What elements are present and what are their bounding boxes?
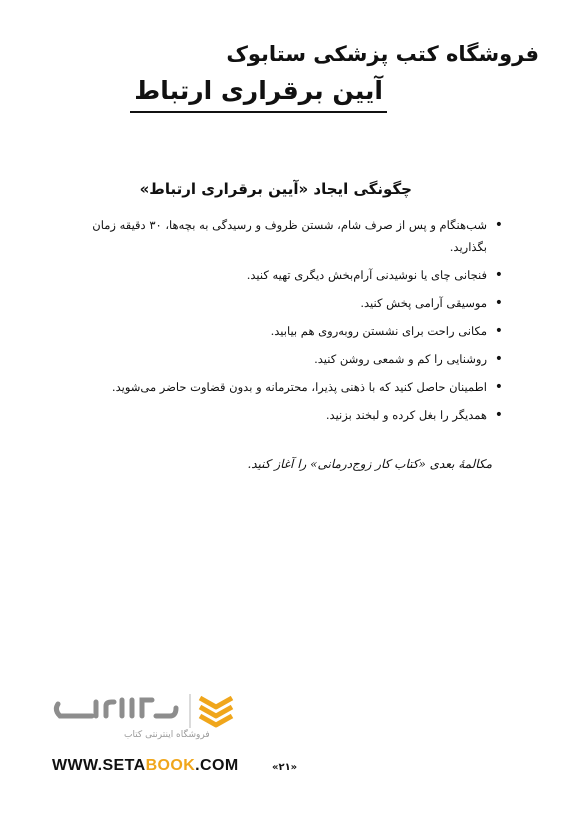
list-item: • موسیقی آرامی پخش کنید. bbox=[73, 292, 503, 314]
website-url[interactable] bbox=[52, 757, 239, 775]
setabook-logo bbox=[52, 690, 242, 746]
list-item: • همدیگر را بغل کرده و لبخند بزنید. bbox=[73, 404, 503, 426]
list-item: • روشنایی را کم و شمعی روشن کنید. bbox=[73, 348, 503, 370]
logo-graphic bbox=[52, 690, 242, 730]
closing-note: مکالمهٔ بعدی «کتاب کار زوج‌درمانی» را آغاز کنید. bbox=[247, 457, 492, 471]
list-item: • مکانی راحت برای نشستن روبه‌روی هم بیابید. bbox=[73, 320, 503, 342]
store-title: فروشگاه کتب پزشکی ستابوک bbox=[226, 42, 539, 66]
website-brand: BOOK bbox=[145, 757, 196, 774]
logo-caption: فروشگاه اینترنتی کتاب bbox=[124, 730, 210, 740]
website-suffix: .COM bbox=[195, 757, 239, 774]
section-heading: چگونگی ایجاد «آیین برقراری ارتباط» bbox=[139, 180, 412, 198]
page-number: «۲۱» bbox=[272, 762, 298, 773]
page-title: آیین برقراری ارتباط bbox=[130, 76, 387, 113]
list-item: • شب‌هنگام و پس از صرف شام، شستن ظروف و رسیدگی به بچه‌ها، ۳۰ دقیقه زمان بگذارید. bbox=[73, 214, 503, 258]
list-item: • اطمینان حاصل کنید که با ذهنی پذیرا، محترمانه و بدون قضاوت حاضر می‌شوید. bbox=[73, 376, 503, 398]
bullet-list bbox=[73, 214, 503, 432]
list-item: • فنجانی چای یا نوشیدنی آرام‌بخش دیگری تهیه کنید. bbox=[73, 264, 503, 286]
website-prefix: WWW.SETA bbox=[52, 757, 146, 774]
